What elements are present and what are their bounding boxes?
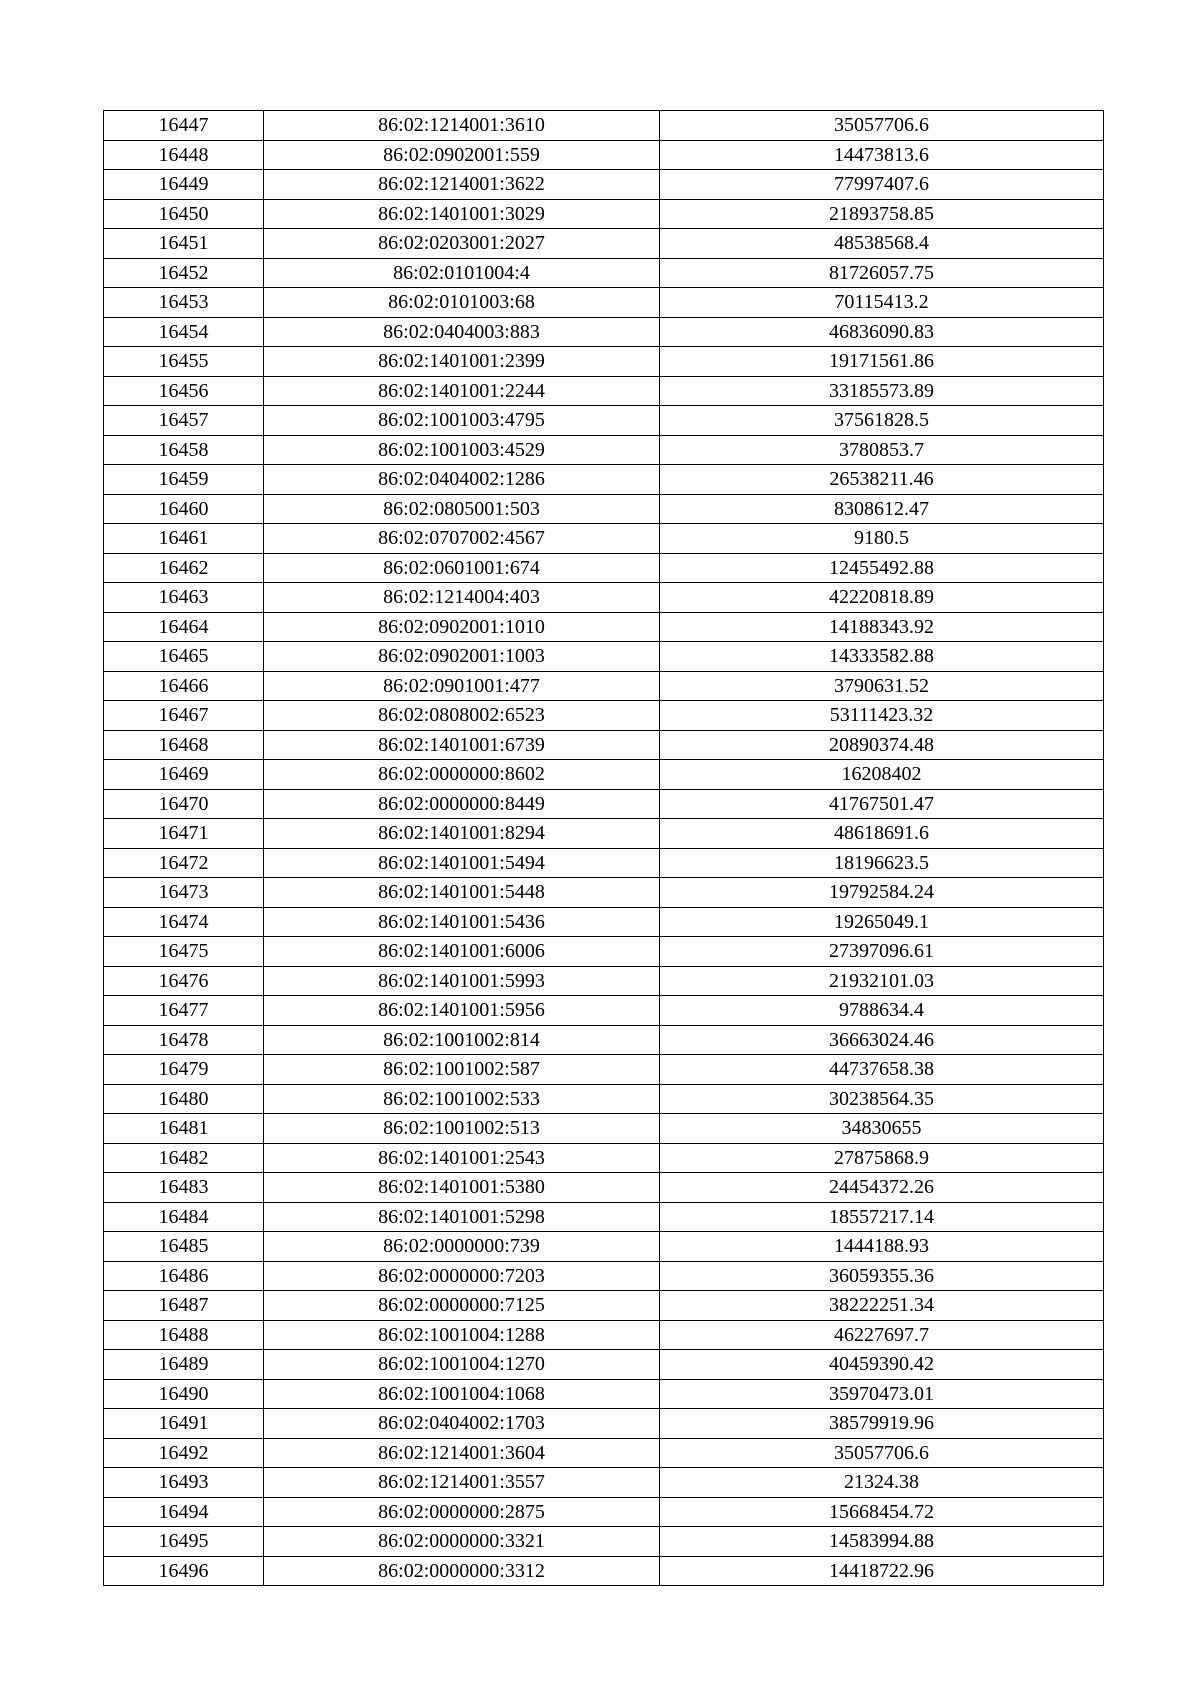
value-cell: 41767501.47: [660, 789, 1104, 819]
table-row: [104, 1261, 1104, 1291]
cadastral-number-cell: 86:02:1001002:814: [264, 1025, 660, 1055]
cadastral-number-cell: 86:02:0404003:883: [264, 317, 660, 347]
table-row: [104, 111, 1104, 141]
cadastral-number-cell: 86:02:1001004:1270: [264, 1350, 660, 1380]
row-number-cell: 16477: [104, 996, 264, 1026]
value-cell: 8308612.47: [660, 494, 1104, 524]
value-cell: 35057706.6: [660, 111, 1104, 141]
row-number-cell: 16465: [104, 642, 264, 672]
table-row: [104, 760, 1104, 790]
cadastral-number-cell: 86:02:0707002:4567: [264, 524, 660, 554]
row-number-cell: 16453: [104, 288, 264, 318]
cadastral-number-cell: 86:02:0902001:1010: [264, 612, 660, 642]
value-cell: 9788634.4: [660, 996, 1104, 1026]
table-row: [104, 1025, 1104, 1055]
row-number-cell: 16485: [104, 1232, 264, 1262]
cadastral-number-cell: 86:02:1401001:3029: [264, 199, 660, 229]
value-cell: 40459390.42: [660, 1350, 1104, 1380]
cadastral-number-cell: 86:02:1401001:5380: [264, 1173, 660, 1203]
cadastral-number-cell: 86:02:1401001:5993: [264, 966, 660, 996]
value-cell: 36663024.46: [660, 1025, 1104, 1055]
row-number-cell: 16466: [104, 671, 264, 701]
table-row: [104, 1468, 1104, 1498]
table-row: [104, 789, 1104, 819]
table-row: [104, 1202, 1104, 1232]
table-row: [104, 819, 1104, 849]
table-row: [104, 1409, 1104, 1439]
cadastral-number-cell: 86:02:0000000:739: [264, 1232, 660, 1262]
row-number-cell: 16490: [104, 1379, 264, 1409]
row-number-cell: 16454: [104, 317, 264, 347]
row-number-cell: 16492: [104, 1438, 264, 1468]
row-number-cell: 16480: [104, 1084, 264, 1114]
row-number-cell: 16481: [104, 1114, 264, 1144]
row-number-cell: 16471: [104, 819, 264, 849]
row-number-cell: 16494: [104, 1497, 264, 1527]
table-row: [104, 1350, 1104, 1380]
cadastral-number-cell: 86:02:0601001:674: [264, 553, 660, 583]
cadastral-number-cell: 86:02:0101003:68: [264, 288, 660, 318]
table-row: [104, 671, 1104, 701]
table-row: [104, 347, 1104, 377]
table-row: [104, 229, 1104, 259]
cadastral-number-cell: 86:02:1401001:5298: [264, 1202, 660, 1232]
table-row: [104, 1232, 1104, 1262]
cadastral-number-cell: 86:02:1001002:513: [264, 1114, 660, 1144]
table-row: [104, 1438, 1104, 1468]
value-cell: 21893758.85: [660, 199, 1104, 229]
table-row: [104, 612, 1104, 642]
row-number-cell: 16491: [104, 1409, 264, 1439]
cadastral-number-cell: 86:02:0000000:8449: [264, 789, 660, 819]
cadastral-number-cell: 86:02:0901001:477: [264, 671, 660, 701]
cadastral-number-cell: 86:02:0902001:559: [264, 140, 660, 170]
cadastral-number-cell: 86:02:1214001:3610: [264, 111, 660, 141]
table-row: [104, 140, 1104, 170]
cadastral-number-cell: 86:02:0000000:3321: [264, 1527, 660, 1557]
cadastral-number-cell: 86:02:0000000:8602: [264, 760, 660, 790]
cadastral-value-table: [103, 110, 1104, 1586]
row-number-cell: 16468: [104, 730, 264, 760]
cadastral-number-cell: 86:02:1401001:2543: [264, 1143, 660, 1173]
cadastral-number-cell: 86:02:1401001:5494: [264, 848, 660, 878]
value-cell: 9180.5: [660, 524, 1104, 554]
table-row: [104, 524, 1104, 554]
cadastral-number-cell: 86:02:1001002:587: [264, 1055, 660, 1085]
cadastral-number-cell: 86:02:1001003:4529: [264, 435, 660, 465]
value-cell: 19265049.1: [660, 907, 1104, 937]
value-cell: 14418722.96: [660, 1556, 1104, 1586]
table-row: [104, 199, 1104, 229]
row-number-cell: 16447: [104, 111, 264, 141]
value-cell: 15668454.72: [660, 1497, 1104, 1527]
row-number-cell: 16475: [104, 937, 264, 967]
table-row: [104, 465, 1104, 495]
value-cell: 81726057.75: [660, 258, 1104, 288]
table-row: [104, 376, 1104, 406]
value-cell: 30238564.35: [660, 1084, 1104, 1114]
row-number-cell: 16463: [104, 583, 264, 613]
table-row: [104, 642, 1104, 672]
cadastral-number-cell: 86:02:1214001:3557: [264, 1468, 660, 1498]
row-number-cell: 16486: [104, 1261, 264, 1291]
row-number-cell: 16487: [104, 1291, 264, 1321]
value-cell: 27875868.9: [660, 1143, 1104, 1173]
value-cell: 35970473.01: [660, 1379, 1104, 1409]
cadastral-number-cell: 86:02:1401001:6739: [264, 730, 660, 760]
cadastral-number-cell: 86:02:0000000:7203: [264, 1261, 660, 1291]
cadastral-number-cell: 86:02:0000000:2875: [264, 1497, 660, 1527]
value-cell: 70115413.2: [660, 288, 1104, 318]
table-row: [104, 1497, 1104, 1527]
value-cell: 19792584.24: [660, 878, 1104, 908]
row-number-cell: 16448: [104, 140, 264, 170]
value-cell: 42220818.89: [660, 583, 1104, 613]
value-cell: 46227697.7: [660, 1320, 1104, 1350]
cadastral-number-cell: 86:02:1001002:533: [264, 1084, 660, 1114]
cadastral-number-cell: 86:02:0404002:1703: [264, 1409, 660, 1439]
row-number-cell: 16460: [104, 494, 264, 524]
value-cell: 3780853.7: [660, 435, 1104, 465]
row-number-cell: 16470: [104, 789, 264, 819]
table-row: [104, 966, 1104, 996]
table-row: [104, 494, 1104, 524]
row-number-cell: 16461: [104, 524, 264, 554]
cadastral-number-cell: 86:02:1001003:4795: [264, 406, 660, 436]
row-number-cell: 16496: [104, 1556, 264, 1586]
table-row: [104, 258, 1104, 288]
table-row: [104, 1114, 1104, 1144]
table-row: [104, 1320, 1104, 1350]
table-row: [104, 1527, 1104, 1557]
value-cell: 16208402: [660, 760, 1104, 790]
value-cell: 37561828.5: [660, 406, 1104, 436]
table-row: [104, 406, 1104, 436]
row-number-cell: 16474: [104, 907, 264, 937]
row-number-cell: 16495: [104, 1527, 264, 1557]
table-row: [104, 848, 1104, 878]
value-cell: 24454372.26: [660, 1173, 1104, 1203]
row-number-cell: 16456: [104, 376, 264, 406]
table-row: [104, 730, 1104, 760]
value-cell: 14188343.92: [660, 612, 1104, 642]
cadastral-number-cell: 86:02:1214004:403: [264, 583, 660, 613]
row-number-cell: 16484: [104, 1202, 264, 1232]
cadastral-number-cell: 86:02:0000000:7125: [264, 1291, 660, 1321]
cadastral-number-cell: 86:02:1401001:5956: [264, 996, 660, 1026]
table-row: [104, 170, 1104, 200]
row-number-cell: 16488: [104, 1320, 264, 1350]
value-cell: 20890374.48: [660, 730, 1104, 760]
value-cell: 48538568.4: [660, 229, 1104, 259]
value-cell: 1444188.93: [660, 1232, 1104, 1262]
row-number-cell: 16462: [104, 553, 264, 583]
cadastral-number-cell: 86:02:1401001:2399: [264, 347, 660, 377]
cadastral-number-cell: 86:02:1401001:2244: [264, 376, 660, 406]
table-row: [104, 553, 1104, 583]
row-number-cell: 16450: [104, 199, 264, 229]
table-row: [104, 435, 1104, 465]
row-number-cell: 16455: [104, 347, 264, 377]
cadastral-number-cell: 86:02:0404002:1286: [264, 465, 660, 495]
cadastral-number-cell: 86:02:1214001:3622: [264, 170, 660, 200]
row-number-cell: 16479: [104, 1055, 264, 1085]
cadastral-number-cell: 86:02:1401001:6006: [264, 937, 660, 967]
row-number-cell: 16473: [104, 878, 264, 908]
value-cell: 38222251.34: [660, 1291, 1104, 1321]
value-cell: 27397096.61: [660, 937, 1104, 967]
row-number-cell: 16478: [104, 1025, 264, 1055]
row-number-cell: 16483: [104, 1173, 264, 1203]
row-number-cell: 16459: [104, 465, 264, 495]
row-number-cell: 16449: [104, 170, 264, 200]
table-row: [104, 1173, 1104, 1203]
row-number-cell: 16467: [104, 701, 264, 731]
value-cell: 34830655: [660, 1114, 1104, 1144]
value-cell: 12455492.88: [660, 553, 1104, 583]
cadastral-number-cell: 86:02:0101004:4: [264, 258, 660, 288]
table-row: [104, 317, 1104, 347]
value-cell: 14333582.88: [660, 642, 1104, 672]
value-cell: 21932101.03: [660, 966, 1104, 996]
cadastral-number-cell: 86:02:1214001:3604: [264, 1438, 660, 1468]
table-row: [104, 288, 1104, 318]
table-row: [104, 1556, 1104, 1586]
table-row: [104, 701, 1104, 731]
value-cell: 14583994.88: [660, 1527, 1104, 1557]
value-cell: 18557217.14: [660, 1202, 1104, 1232]
cadastral-number-cell: 86:02:1401001:5448: [264, 878, 660, 908]
value-cell: 18196623.5: [660, 848, 1104, 878]
value-cell: 14473813.6: [660, 140, 1104, 170]
cadastral-number-cell: 86:02:0902001:1003: [264, 642, 660, 672]
cadastral-number-cell: 86:02:0203001:2027: [264, 229, 660, 259]
value-cell: 38579919.96: [660, 1409, 1104, 1439]
cadastral-number-cell: 86:02:1001004:1288: [264, 1320, 660, 1350]
value-cell: 44737658.38: [660, 1055, 1104, 1085]
table-body: [104, 111, 1104, 1586]
table-row: [104, 907, 1104, 937]
table-row: [104, 1291, 1104, 1321]
value-cell: 53111423.32: [660, 701, 1104, 731]
row-number-cell: 16452: [104, 258, 264, 288]
table-row: [104, 996, 1104, 1026]
row-number-cell: 16493: [104, 1468, 264, 1498]
table-row: [104, 1055, 1104, 1085]
table-row: [104, 1084, 1104, 1114]
value-cell: 3790631.52: [660, 671, 1104, 701]
row-number-cell: 16476: [104, 966, 264, 996]
table-row: [104, 1379, 1104, 1409]
table-row: [104, 937, 1104, 967]
value-cell: 36059355.36: [660, 1261, 1104, 1291]
value-cell: 19171561.86: [660, 347, 1104, 377]
value-cell: 46836090.83: [660, 317, 1104, 347]
row-number-cell: 16464: [104, 612, 264, 642]
table-row: [104, 1143, 1104, 1173]
cadastral-number-cell: 86:02:0808002:6523: [264, 701, 660, 731]
value-cell: 21324.38: [660, 1468, 1104, 1498]
row-number-cell: 16469: [104, 760, 264, 790]
table-row: [104, 583, 1104, 613]
row-number-cell: 16451: [104, 229, 264, 259]
row-number-cell: 16457: [104, 406, 264, 436]
table-row: [104, 878, 1104, 908]
cadastral-number-cell: 86:02:0805001:503: [264, 494, 660, 524]
value-cell: 48618691.6: [660, 819, 1104, 849]
value-cell: 33185573.89: [660, 376, 1104, 406]
cadastral-number-cell: 86:02:1401001:8294: [264, 819, 660, 849]
cadastral-number-cell: 86:02:0000000:3312: [264, 1556, 660, 1586]
value-cell: 26538211.46: [660, 465, 1104, 495]
value-cell: 35057706.6: [660, 1438, 1104, 1468]
row-number-cell: 16458: [104, 435, 264, 465]
value-cell: 77997407.6: [660, 170, 1104, 200]
row-number-cell: 16472: [104, 848, 264, 878]
cadastral-number-cell: 86:02:1001004:1068: [264, 1379, 660, 1409]
cadastral-number-cell: 86:02:1401001:5436: [264, 907, 660, 937]
row-number-cell: 16489: [104, 1350, 264, 1380]
row-number-cell: 16482: [104, 1143, 264, 1173]
